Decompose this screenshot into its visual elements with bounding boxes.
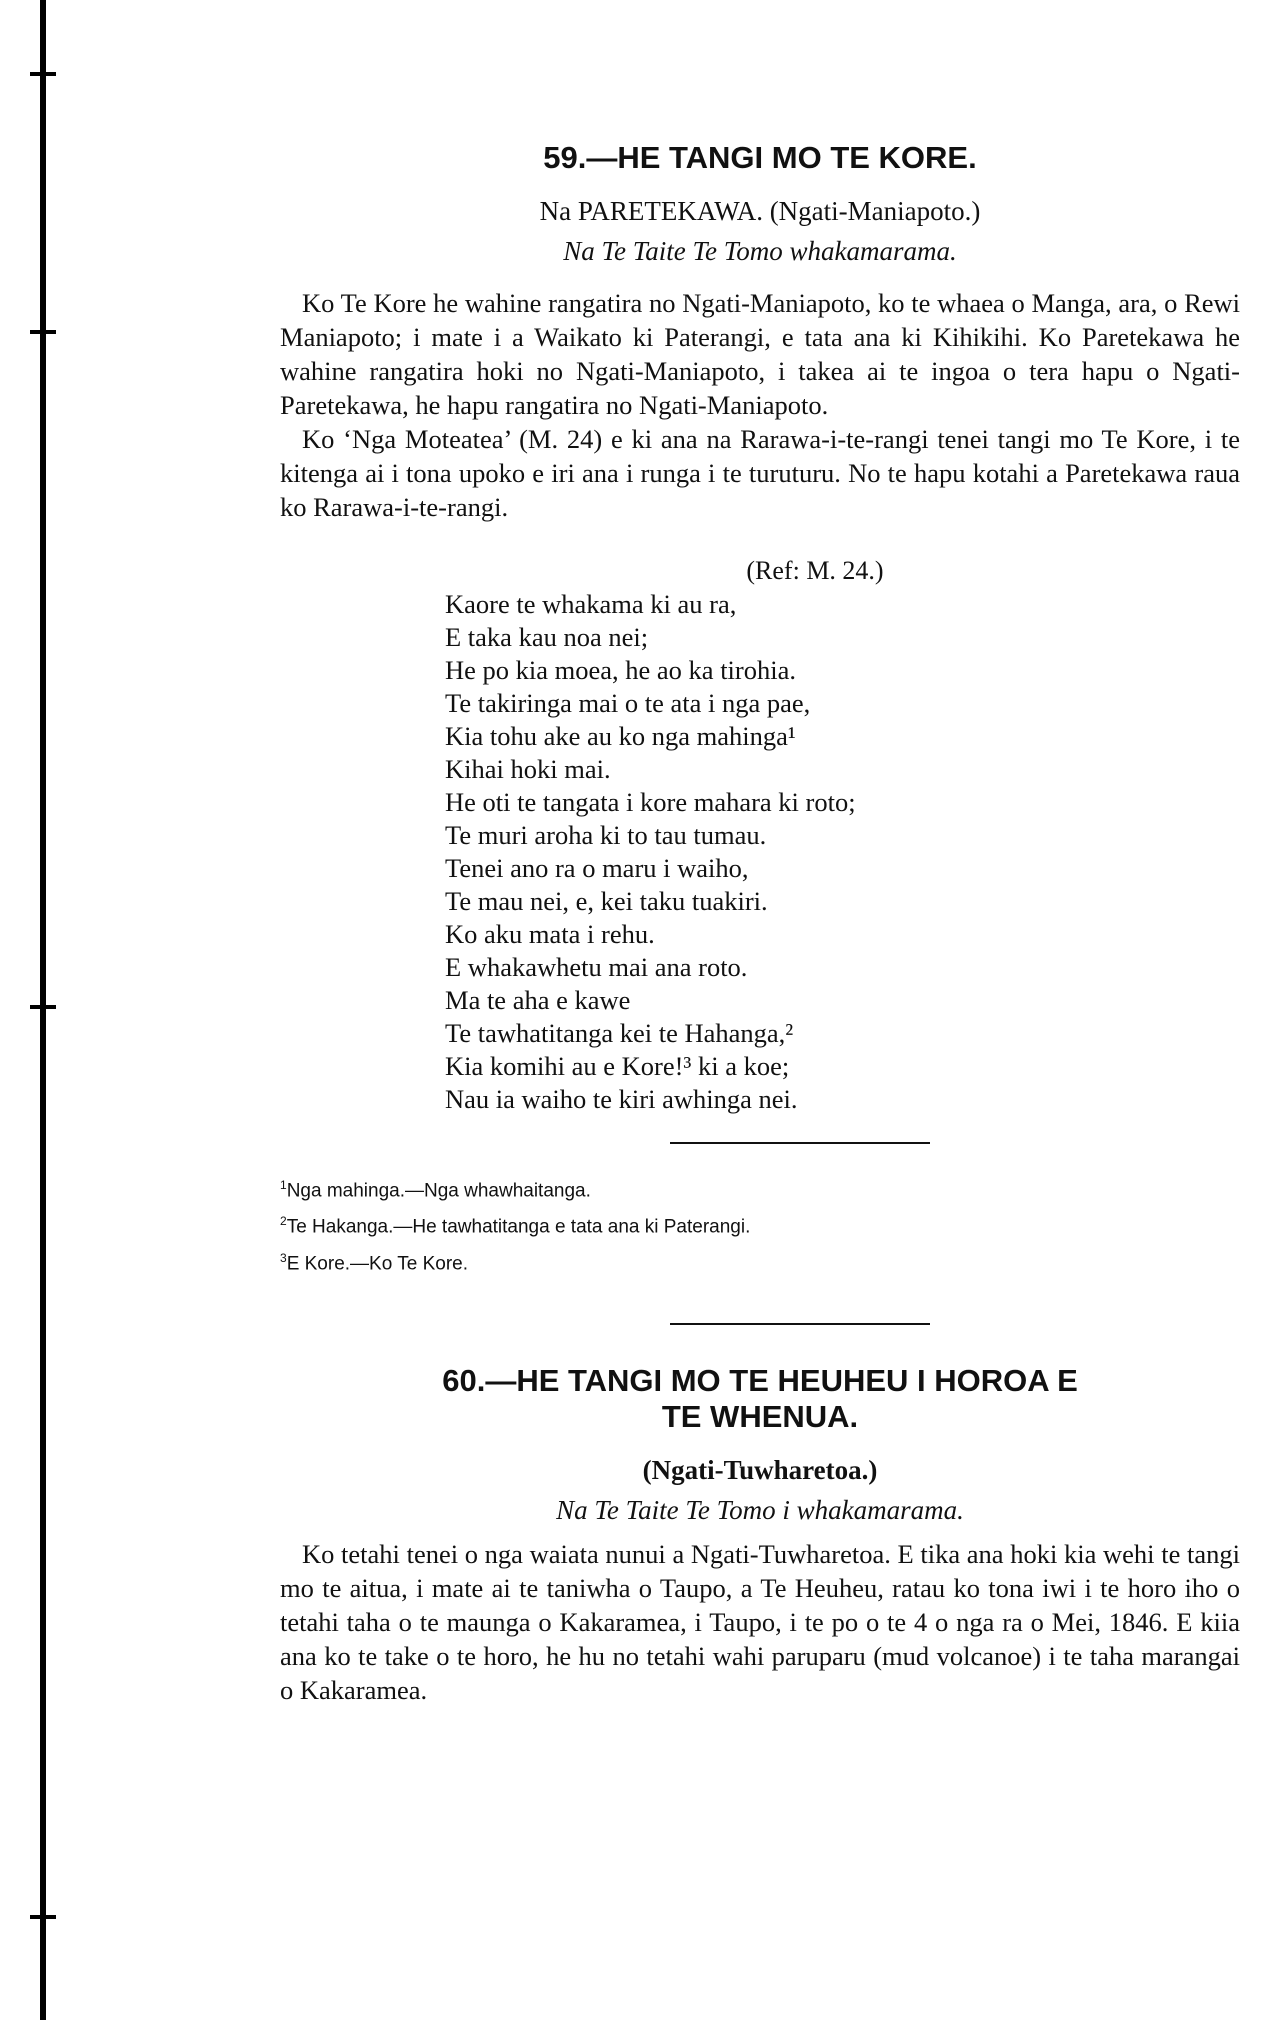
section-60-heading: [280, 1363, 1240, 1435]
poem-line: E taka kau noa nei;: [445, 622, 649, 652]
poem-line: Ma te aha e kawe: [445, 985, 631, 1015]
binding-mark: [30, 72, 56, 76]
page-content: [280, 140, 1240, 1707]
poem-line: He po kia moea, he ao ka tirohia.: [445, 655, 796, 685]
binding-mark: [30, 1005, 56, 1009]
poem-line: Kihai hoki mai.: [445, 754, 611, 784]
section-60-heading-line: 60.—HE TANGI MO TE HEUHEU I HOROA E: [442, 1362, 1078, 1398]
intro-paragraph: Ko tetahi tenei o nga waiata nunui a Ngati-Tuwharetoa. E tika ana hoki kia wehi te tangi mo te aitua, i mate ai te taniwha o Taupo, a Te Heuheu, ratau ko tona iwi i te horo iho o tetahi taha o te maunga o Kakaramea, i Taupo, i te po o te 4 o nga ra o Mei, 1846. E kiia ana ko te take o te horo, he hu no tetahi wahi paruparu (mud volcanoe) i te taha marangai o Kakaramea.: [280, 1538, 1240, 1705]
poem-line: Kaore te whakama ki au ra,: [445, 589, 737, 619]
footnote-mark: 3: [280, 1250, 287, 1265]
tribe-line: (Ngati-Tuwharetoa.): [642, 1454, 878, 1485]
footnote-mark: 1: [280, 1178, 287, 1192]
explainer-line: Na Te Taite Te Tomo i whakamarama.: [556, 1494, 964, 1525]
poem-line: E whakawhetu mai ana roto.: [445, 952, 748, 982]
footnote-text: Te Hakanga.—He tawhatitanga e tata ana ki Paterangi.: [286, 1216, 751, 1238]
poem-line: Kia tohu ake au ko nga mahinga¹: [445, 721, 796, 751]
intro-paragraph: Ko ‘Nga Moteatea’ (M. 24) e ki ana na Rarawa-i-te-rangi tenei tangi mo Te Kore, i te kitenga ai i tona upoko e iri ana i runga i te turuturu. No te hapu kotahi a Paretekawa raua ko Rarawa-i-te-rangi.: [280, 424, 1240, 522]
poem-line: Te takiringa mai o te ata i nga pae,: [445, 688, 811, 718]
poem-line: Kia komihi au e Kore!³ ki a koe;: [445, 1051, 790, 1081]
reference-line: (Ref: M. 24.): [746, 556, 884, 585]
poem-line: Tenei ano ra o maru i waiho,: [445, 853, 749, 883]
poem-line: Nau ia waiho te kiri awhinga nei.: [445, 1084, 798, 1114]
section-60: [280, 1363, 1240, 1707]
poem-line: He oti te tangata i kore mahara ki roto;: [445, 787, 856, 817]
explainer-line: Na Te Taite Te Tomo whakamarama.: [563, 236, 957, 266]
footnote-text: E Kore.—Ko Te Kore.: [286, 1252, 468, 1274]
footnote-text: Nga mahinga.—Nga whawhaitanga.: [286, 1180, 591, 1202]
footnote-mark: 2: [280, 1214, 287, 1229]
divider-rule: [670, 1142, 930, 1144]
binding-mark: [30, 1915, 56, 1919]
footnote: [280, 1170, 1240, 1206]
poem-line: Te muri aroha ki to tau tumau.: [445, 820, 767, 850]
intro-paragraph: Ko Te Kore he wahine rangatira no Ngati-Maniapoto, ko te whaea o Manga, ara, o Rewi Maniapoto; i mate i a Waikato ki Paterangi, e tata ana ki Kihikihi. Ko Paretekawa he wahine rangatira hoki no Ngati-Maniapoto, i takea ai te ingoa o tera hapu o Ngati-Paretekawa, he hapu rangatira no Ngati-Maniapoto.: [280, 288, 1240, 420]
binding-mark: [30, 330, 56, 334]
section-60-heading-line: TE WHENUA.: [661, 1398, 859, 1434]
poem: [445, 588, 1240, 1116]
poem-line: Ko aku mata i rehu.: [445, 919, 655, 949]
section-59-heading: 59.—HE TANGI MO TE KORE.: [543, 140, 977, 175]
page-binding-edge: [40, 0, 46, 2020]
poem-line: Te tawhatitanga kei te Hahanga,²: [445, 1018, 794, 1048]
divider-rule: [670, 1323, 930, 1325]
footnote: [280, 1243, 1240, 1279]
footnotes: [280, 1170, 1240, 1279]
poem-line: Te mau nei, e, kei taku tuakiri.: [445, 886, 768, 916]
intro-paragraphs: [280, 286, 1240, 524]
author-line: Na PARETEKAWA. (Ngati-Maniapoto.): [539, 196, 981, 226]
section-59: [280, 140, 1240, 1325]
footnote: [280, 1206, 1240, 1242]
